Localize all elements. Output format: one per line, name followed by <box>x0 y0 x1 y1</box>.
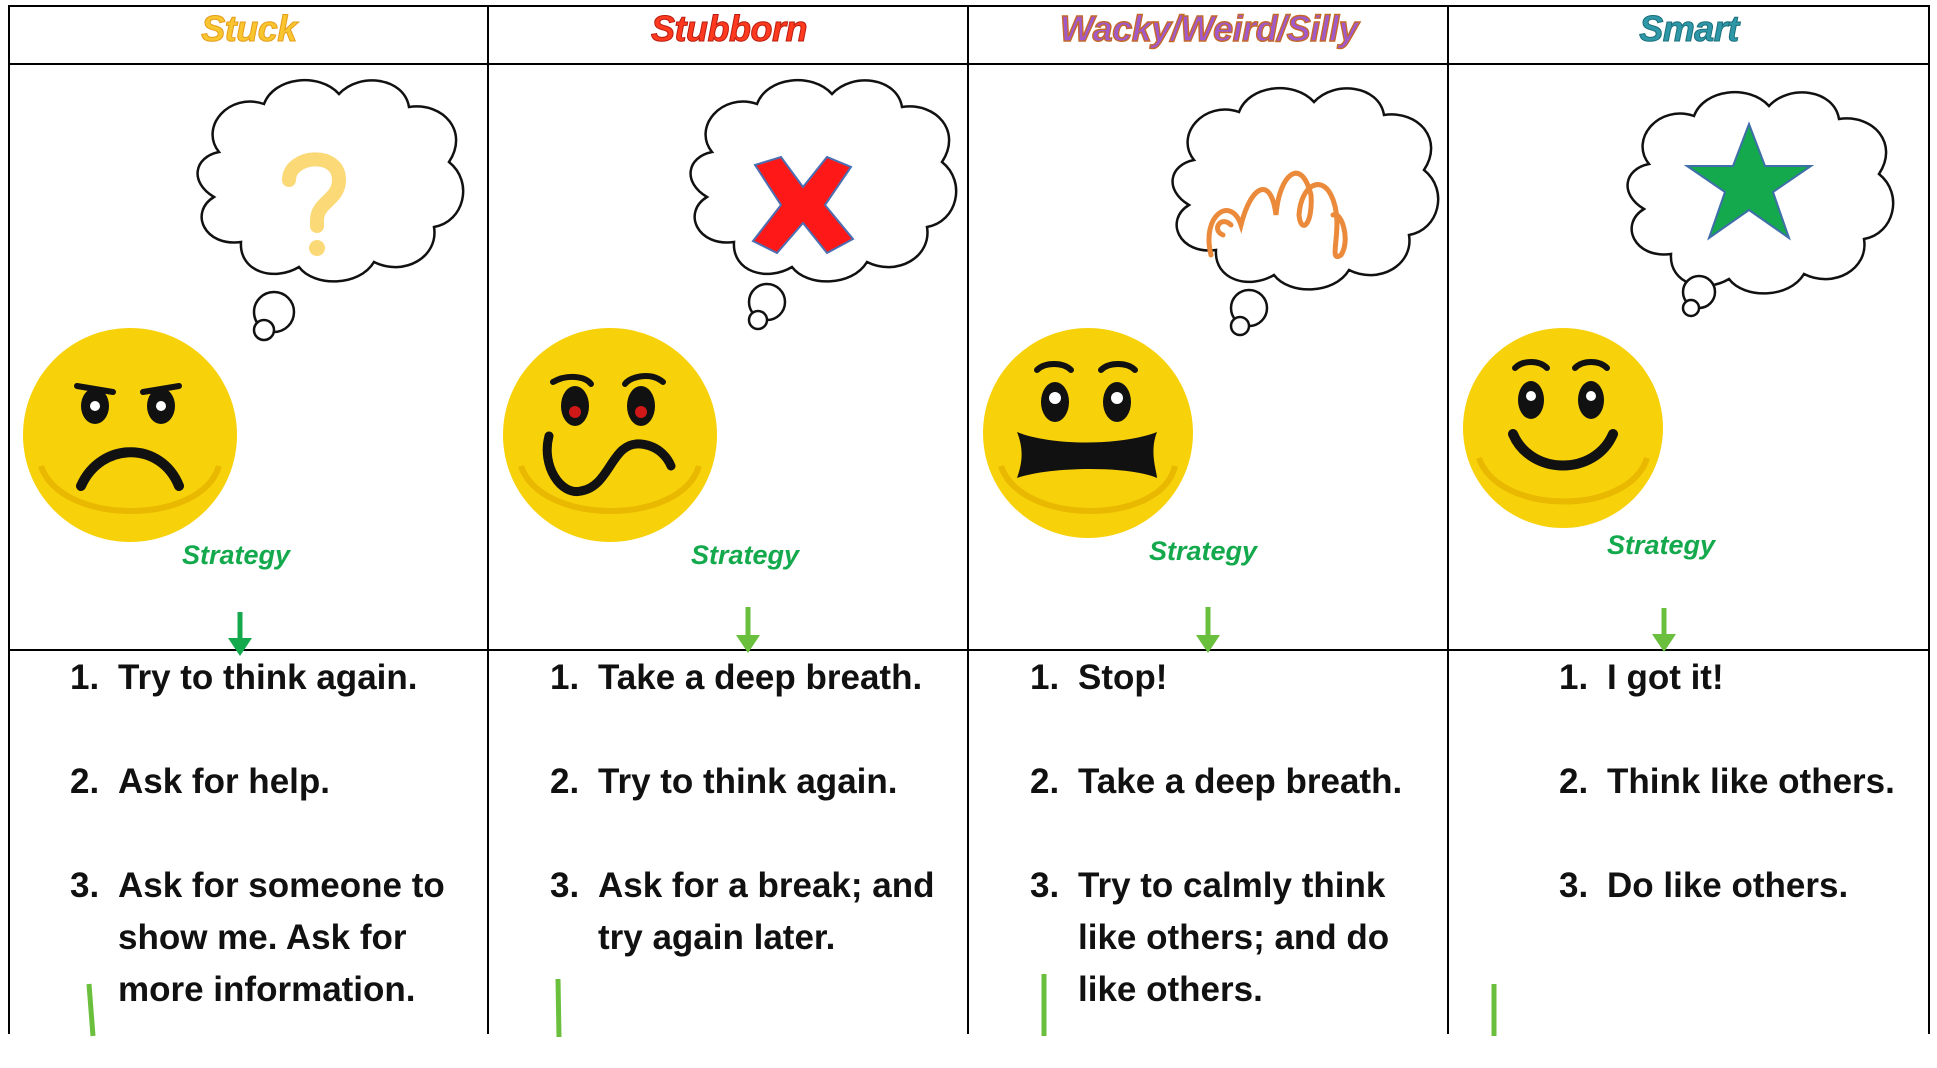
list-item: 2. Take a deep breath. <box>1030 762 1403 801</box>
list-item: 1. Try to think again. <box>70 658 418 697</box>
list-item: 2. Try to think again. <box>550 762 898 801</box>
list-item: 3. Ask for a break; and try again later. <box>550 866 935 957</box>
angry-wavy-face <box>501 326 719 544</box>
column-title-stuck: Stuck <box>201 8 297 49</box>
green-line-mark <box>549 975 569 1040</box>
column-stubborn <box>489 0 969 1040</box>
down-arrow-icon <box>225 610 255 658</box>
strategy-list <box>1030 652 1440 1068</box>
column-smart <box>1449 0 1929 1040</box>
strategy-label: Strategy <box>1149 536 1258 566</box>
column-title-stubborn: Stubborn <box>651 8 807 49</box>
down-arrow-icon <box>1649 606 1679 654</box>
down-arrow-icon <box>1193 605 1223 655</box>
list-item: 1. Take a deep breath. <box>550 658 923 697</box>
list-item: 2. Think like others. <box>1559 762 1895 801</box>
red-x-icon <box>747 155 859 255</box>
question-mark-icon <box>279 150 349 260</box>
smiling-face <box>1461 326 1665 530</box>
green-line-mark <box>1484 980 1504 1040</box>
strategy-label: Strategy <box>1607 530 1716 560</box>
green-star-icon <box>1681 120 1817 242</box>
column-wacky <box>969 0 1449 1040</box>
column-title-smart: Smart <box>1639 8 1739 49</box>
strategy-list <box>70 652 470 1068</box>
list-item: 3. Ask for someone to show me. Ask for more information. <box>70 866 445 1009</box>
strategy-label: Strategy <box>691 540 800 570</box>
list-item: 3. Try to calmly think like others; and do like others. <box>1030 866 1390 1009</box>
green-line-mark <box>81 980 101 1040</box>
list-item: 1. I got it! <box>1559 658 1724 697</box>
silly-face <box>981 326 1195 540</box>
list-item: 2. Ask for help. <box>70 762 330 801</box>
list-item: 1. Stop! <box>1030 658 1168 697</box>
frowning-face <box>21 326 239 544</box>
scribble-icon <box>1201 155 1361 275</box>
list-item: 3. Do like others. <box>1559 866 1849 905</box>
column-title-wacky: Wacky/Weird/Silly <box>1059 8 1359 49</box>
green-line-mark <box>1034 970 1054 1040</box>
strategy-list <box>1559 652 1929 964</box>
column-stuck <box>9 0 489 1040</box>
down-arrow-icon <box>733 605 763 655</box>
strategy-label: Strategy <box>182 540 291 570</box>
strategy-list <box>550 652 960 1016</box>
